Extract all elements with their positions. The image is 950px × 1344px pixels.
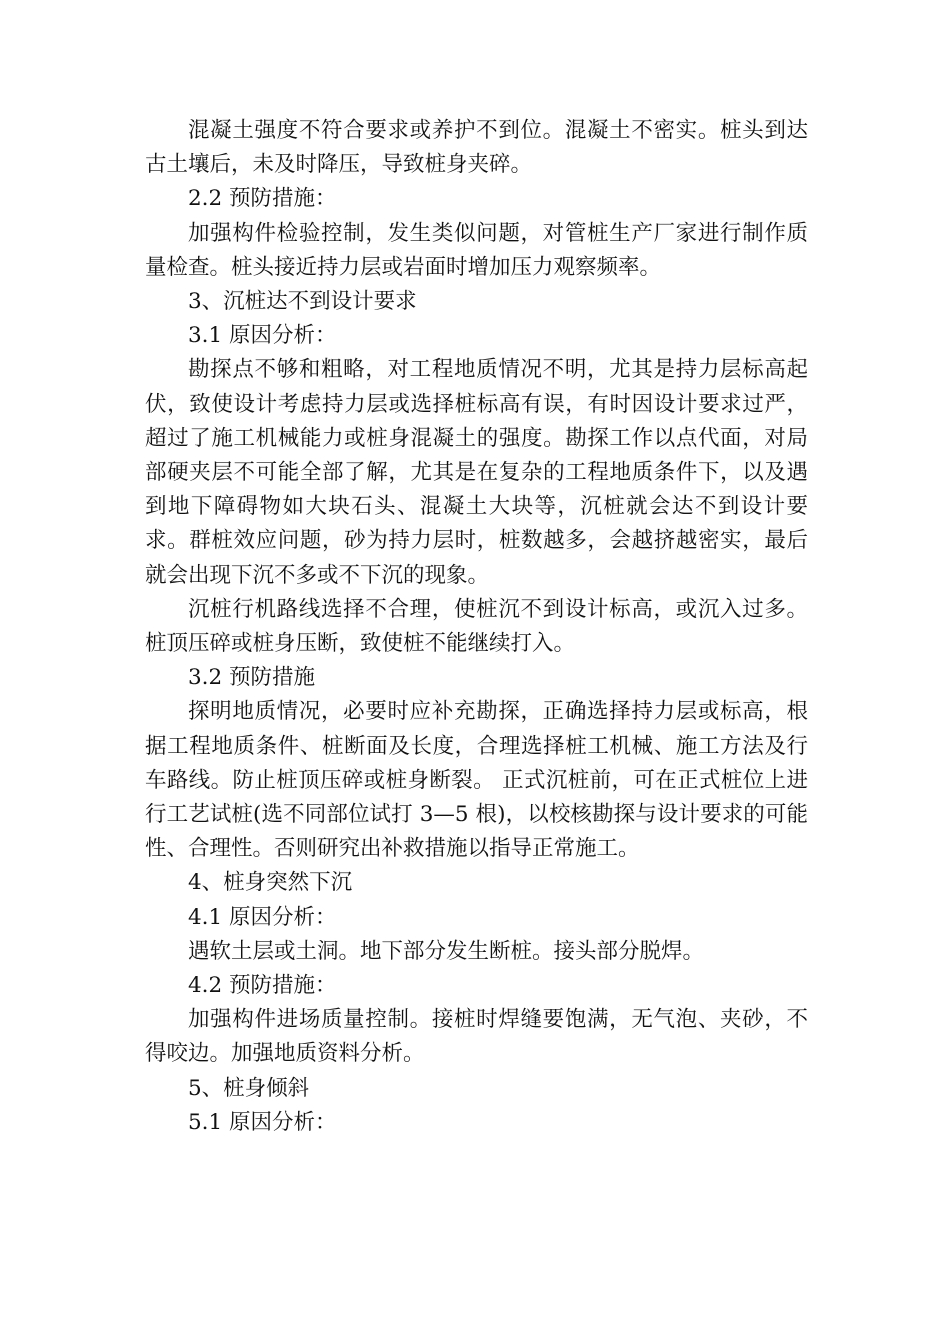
heading-5-1-cause: 5.1 原因分析： <box>188 1109 337 1135</box>
paragraph-3-1-survey: 勘探点不够和粗略，对工程地质情况不明，尤其是持力层标高起伏，致使设计考虑持力层或选择桩标高有误，有时因设计要求过严，超过了施工机械能力或桩身混凝土的强度。勘探工作以点代面，对局部硬夹层不可能全部了解，尤其是在复杂的工程地质条件下，以及遇到地下障碍物如大块石头、混凝土大块等，沉桩就会达不到设计要求。群桩效应问题，砂为持力层时，桩数越多，会越挤越密实，最后就会出现下沉不多或不下沉的现象。 <box>145 357 808 588</box>
paragraph-2-2-measures: 加强构件检验控制，发生类似问题，对管桩生产厂家进行制作质量检查。桩头接近持力层或岩面时增加压力观察频率。 <box>145 220 808 280</box>
heading-section-5: 5、桩身倾斜 <box>188 1075 310 1101</box>
heading-4-1-cause: 4.1 原因分析： <box>188 904 337 930</box>
heading-2-2-prevention: 2.2 预防措施： <box>188 186 337 212</box>
paragraph-3-1-route: 沉桩行机路线选择不合理，使桩沉不到设计标高，或沉入过多。桩顶压碎或桩身压断，致使桩不能继续打入。 <box>145 596 808 657</box>
paragraph-3-2-measures: 探明地质情况，必要时应补充勘探，正确选择持力层或标高，根据工程地质条件、桩断面及长度，合理选择桩工机械、施工方法及行车路线。防止桩顶压碎或桩身断裂。 正式沉桩前，可在正式桩位上进行工艺试桩(选不同部位试打 3—5 根)，以校核勘探与设计要求的可能性、合理性。否则研究出补救措施以指导正常施工。 <box>145 699 808 862</box>
paragraph-concrete-cause: 混凝土强度不符合要求或养护不到位。混凝土不密实。桩头到达古土壤后，未及时降压，导致桩身夹碎。 <box>145 118 808 178</box>
heading-4-2-prevention: 4.2 预防措施： <box>188 973 337 999</box>
heading-3-1-cause: 3.1 原因分析： <box>188 323 337 349</box>
paragraph-4-1-cause: 遇软土层或土洞。地下部分发生断桩。接头部分脱焊。 <box>188 938 705 964</box>
paragraph-4-2-measures: 加强构件进场质量控制。接桩时焊缝要饱满，无气泡、夹砂，不得咬边。加强地质资料分析。 <box>145 1007 808 1067</box>
heading-section-3: 3、沉桩达不到设计要求 <box>188 289 417 315</box>
heading-3-2-prevention: 3.2 预防措施 <box>188 665 316 691</box>
document-body <box>145 114 808 1140</box>
heading-section-4: 4、桩身突然下沉 <box>188 870 353 896</box>
